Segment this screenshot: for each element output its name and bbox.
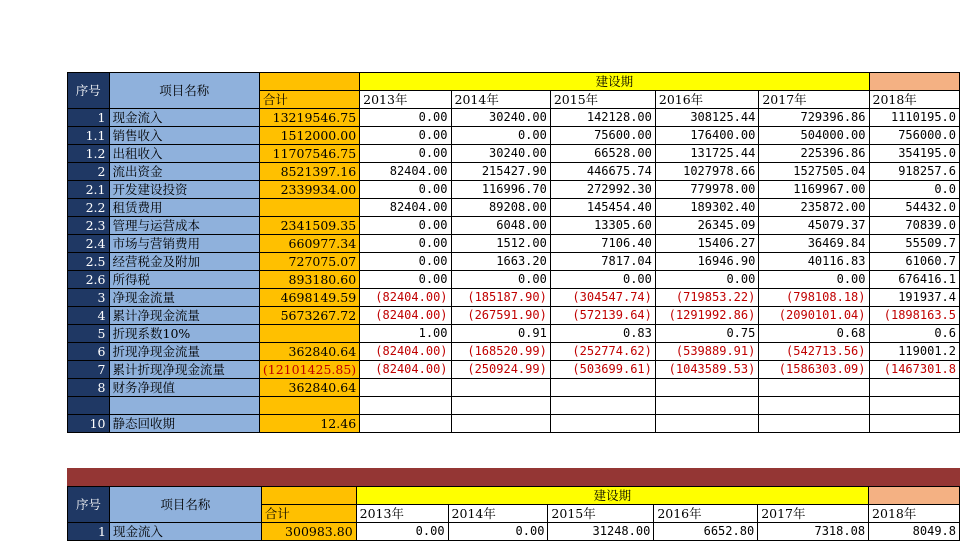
value-cell[interactable]: 7318.08 [758, 523, 869, 541]
value-cell[interactable]: 142128.00 [550, 109, 655, 127]
table-row [68, 109, 960, 127]
row-total-cell[interactable]: 660977.34 [259, 235, 359, 253]
value-cell[interactable]: 756000.0 [869, 127, 960, 145]
value-cell[interactable]: (572139.64) [550, 307, 655, 325]
value-cell[interactable]: (1043589.53) [655, 361, 758, 379]
row-number-cell[interactable]: 2.5 [68, 253, 110, 271]
value-cell[interactable]: 676416.1 [869, 271, 960, 289]
header-year[interactable]: 2015年 [550, 91, 655, 109]
row-number-cell[interactable]: 5 [68, 325, 110, 343]
value-cell[interactable]: 215427.90 [451, 163, 550, 181]
value-cell[interactable]: 0.00 [759, 271, 869, 289]
header-year[interactable]: 2013年 [360, 91, 451, 109]
value-cell[interactable]: 176400.00 [655, 127, 758, 145]
value-cell[interactable] [655, 397, 758, 415]
value-cell[interactable]: 235872.00 [759, 199, 869, 217]
value-cell[interactable]: 1663.20 [451, 253, 550, 271]
header-year[interactable]: 2016年 [655, 91, 758, 109]
value-cell[interactable]: (168520.99) [451, 343, 550, 361]
value-cell[interactable]: 13305.60 [550, 217, 655, 235]
header-total[interactable]: 合计 [259, 91, 359, 109]
row-name-cell[interactable]: 租赁费用 [109, 199, 259, 217]
table-row [68, 163, 960, 181]
row-name-cell[interactable] [109, 397, 259, 415]
value-cell[interactable]: 0.00 [550, 271, 655, 289]
row-number-cell[interactable]: 4 [68, 307, 110, 325]
value-cell[interactable] [869, 415, 960, 433]
row-total-cell[interactable]: 5673267.72 [259, 307, 359, 325]
value-cell[interactable]: (719853.22) [655, 289, 758, 307]
value-cell[interactable]: 7817.04 [550, 253, 655, 271]
value-cell[interactable]: (1586303.09) [759, 361, 869, 379]
header-year[interactable]: 2014年 [451, 91, 550, 109]
row-name-cell[interactable]: 管理与运营成本 [109, 217, 259, 235]
row-number-cell[interactable]: 2.3 [68, 217, 110, 235]
row-total-cell[interactable]: 2341509.35 [259, 217, 359, 235]
header-year[interactable]: 2018年 [869, 505, 960, 523]
value-cell[interactable] [869, 379, 960, 397]
row-number-cell[interactable]: 2 [68, 163, 110, 181]
value-cell[interactable]: 0.00 [360, 217, 451, 235]
value-cell[interactable]: (539889.91) [655, 343, 758, 361]
value-cell[interactable]: (252774.62) [550, 343, 655, 361]
value-cell[interactable]: 8049.8 [869, 523, 960, 541]
value-cell[interactable]: 272992.30 [550, 181, 655, 199]
row-number-cell[interactable] [68, 397, 110, 415]
value-cell[interactable]: 6652.80 [654, 523, 758, 541]
table-row [68, 253, 960, 271]
value-cell[interactable]: 1110195.0 [869, 109, 960, 127]
table-row [68, 181, 960, 199]
value-cell[interactable] [360, 397, 451, 415]
row-total-cell[interactable]: 893180.60 [259, 271, 359, 289]
value-cell[interactable] [360, 379, 451, 397]
value-cell[interactable]: 729396.86 [759, 109, 869, 127]
row-name-cell[interactable]: 现金流入 [109, 109, 259, 127]
value-cell[interactable] [360, 415, 451, 433]
value-cell[interactable]: 0.68 [759, 325, 869, 343]
header-year[interactable]: 2017年 [759, 91, 869, 109]
value-cell[interactable]: (1291992.86) [655, 307, 758, 325]
header-year[interactable]: 2017年 [758, 505, 869, 523]
value-cell[interactable]: 0.00 [360, 109, 451, 127]
value-cell[interactable]: 0.00 [360, 271, 451, 289]
value-cell[interactable] [550, 397, 655, 415]
table-row [68, 307, 960, 325]
value-cell[interactable]: 0.00 [360, 253, 451, 271]
row-total-cell[interactable]: (12101425.85) [259, 361, 359, 379]
value-cell[interactable]: 0.75 [655, 325, 758, 343]
header-no[interactable]: 序号 [68, 73, 110, 109]
value-cell[interactable] [759, 379, 869, 397]
header-construction-period[interactable]: 建设期 [356, 487, 868, 505]
header-year[interactable]: 2014年 [448, 505, 548, 523]
row-number-cell[interactable]: 7 [68, 361, 110, 379]
row-total-cell[interactable]: 362840.64 [259, 379, 359, 397]
table-row [68, 379, 960, 397]
table-row [68, 415, 960, 433]
row-name-cell[interactable]: 经营税金及附加 [109, 253, 259, 271]
value-cell[interactable]: 82404.00 [360, 163, 451, 181]
row-number-cell[interactable]: 2.6 [68, 271, 110, 289]
value-cell[interactable] [655, 379, 758, 397]
cash-flow-table-2 [67, 486, 960, 541]
row-name-cell[interactable]: 市场与营销费用 [109, 235, 259, 253]
row-name-cell[interactable]: 销售收入 [109, 127, 259, 145]
row-number-cell[interactable]: 6 [68, 343, 110, 361]
value-cell[interactable]: 131725.44 [655, 145, 758, 163]
row-total-cell[interactable] [259, 199, 359, 217]
table-row [68, 271, 960, 289]
value-cell[interactable] [759, 397, 869, 415]
row-total-cell[interactable]: 362840.64 [259, 343, 359, 361]
table-row [68, 145, 960, 163]
value-cell[interactable]: 1527505.04 [759, 163, 869, 181]
value-cell[interactable]: (1898163.5 [869, 307, 960, 325]
row-name-cell[interactable]: 静态回收期 [109, 415, 259, 433]
table-row [68, 325, 960, 343]
row-number-cell[interactable]: 1.1 [68, 127, 110, 145]
value-cell[interactable] [655, 415, 758, 433]
row-total-cell[interactable]: 13219546.75 [259, 109, 359, 127]
value-cell[interactable]: (1467301.8 [869, 361, 960, 379]
value-cell[interactable]: 0.00 [360, 181, 451, 199]
value-cell[interactable]: 0.6 [869, 325, 960, 343]
row-number-cell[interactable]: 3 [68, 289, 110, 307]
row-name-cell[interactable]: 累计折现净现金流量 [109, 361, 259, 379]
table-row [68, 127, 960, 145]
value-cell[interactable]: 26345.09 [655, 217, 758, 235]
value-cell[interactable]: 225396.86 [759, 145, 869, 163]
value-cell[interactable]: 15406.27 [655, 235, 758, 253]
header-item-name[interactable]: 项目名称 [109, 487, 261, 523]
header-total-top[interactable] [261, 487, 356, 505]
value-cell[interactable]: 0.91 [451, 325, 550, 343]
table-row [68, 397, 960, 415]
value-cell[interactable]: 61060.7 [869, 253, 960, 271]
row-name-cell[interactable]: 开发建设投资 [109, 181, 259, 199]
value-cell[interactable]: 40116.83 [759, 253, 869, 271]
row-number-cell[interactable]: 2.4 [68, 235, 110, 253]
row-total-cell[interactable]: 2339934.00 [259, 181, 359, 199]
value-cell[interactable]: (82404.00) [360, 343, 451, 361]
row-number-cell[interactable]: 2.1 [68, 181, 110, 199]
value-cell[interactable]: 45079.37 [759, 217, 869, 235]
value-cell[interactable]: (82404.00) [360, 289, 451, 307]
value-cell[interactable]: 89208.00 [451, 199, 550, 217]
header-operation-period[interactable] [869, 73, 960, 91]
value-cell[interactable]: 918257.6 [869, 163, 960, 181]
row-total-cell[interactable]: 727075.07 [259, 253, 359, 271]
value-cell[interactable]: 446675.74 [550, 163, 655, 181]
value-cell[interactable]: 189302.40 [655, 199, 758, 217]
row-total-cell[interactable]: 1512000.00 [259, 127, 359, 145]
row-total-cell[interactable]: 4698149.59 [259, 289, 359, 307]
header-no[interactable]: 序号 [68, 487, 110, 523]
value-cell[interactable]: 70839.0 [869, 217, 960, 235]
value-cell[interactable]: (503699.61) [550, 361, 655, 379]
value-cell[interactable]: (82404.00) [360, 361, 451, 379]
value-cell[interactable]: 0.0 [869, 181, 960, 199]
row-name-cell[interactable]: 累计净现金流量 [109, 307, 259, 325]
value-cell[interactable]: 145454.40 [550, 199, 655, 217]
value-cell[interactable]: (304547.74) [550, 289, 655, 307]
value-cell[interactable]: 0.83 [550, 325, 655, 343]
value-cell[interactable]: 191937.4 [869, 289, 960, 307]
value-cell[interactable]: 1169967.00 [759, 181, 869, 199]
value-cell[interactable]: 0.00 [655, 271, 758, 289]
value-cell[interactable] [759, 415, 869, 433]
value-cell[interactable]: 0.00 [451, 127, 550, 145]
row-name-cell[interactable]: 折现系数10% [109, 325, 259, 343]
header-year[interactable]: 2013年 [356, 505, 448, 523]
row-name-cell[interactable]: 折现净现金流量 [109, 343, 259, 361]
row-name-cell[interactable]: 出租收入 [109, 145, 259, 163]
header-year[interactable]: 2018年 [869, 91, 960, 109]
table-row [68, 343, 960, 361]
value-cell[interactable]: 55509.7 [869, 235, 960, 253]
header-total-top[interactable] [259, 73, 359, 91]
row-name-cell[interactable]: 财务净现值 [109, 379, 259, 397]
value-cell[interactable]: 36469.84 [759, 235, 869, 253]
row-name-cell[interactable]: 净现金流量 [109, 289, 259, 307]
header-operation-period[interactable] [869, 487, 960, 505]
row-number-cell[interactable]: 1 [68, 523, 110, 541]
value-cell[interactable] [869, 397, 960, 415]
value-cell[interactable]: 779978.00 [655, 181, 758, 199]
value-cell[interactable]: 16946.90 [655, 253, 758, 271]
value-cell[interactable]: 504000.00 [759, 127, 869, 145]
table-row [68, 523, 960, 541]
row-total-cell[interactable]: 8521397.16 [259, 163, 359, 181]
row-total-cell[interactable]: 12.46 [259, 415, 359, 433]
table-row [68, 289, 960, 307]
row-total-cell[interactable] [259, 397, 359, 415]
value-cell[interactable]: (250924.99) [451, 361, 550, 379]
row-name-cell[interactable]: 流出资金 [109, 163, 259, 181]
row-number-cell[interactable]: 8 [68, 379, 110, 397]
section-divider-band [67, 468, 960, 486]
value-cell[interactable]: 119001.2 [869, 343, 960, 361]
value-cell[interactable]: 31248.00 [548, 523, 654, 541]
value-cell[interactable] [550, 379, 655, 397]
header-year[interactable]: 2015年 [548, 505, 654, 523]
cash-flow-table [67, 72, 960, 433]
value-cell[interactable]: (798108.18) [759, 289, 869, 307]
value-cell[interactable]: 30240.00 [451, 109, 550, 127]
value-cell[interactable]: 66528.00 [550, 145, 655, 163]
row-number-cell[interactable]: 1 [68, 109, 110, 127]
value-cell[interactable]: (542713.56) [759, 343, 869, 361]
value-cell[interactable] [451, 397, 550, 415]
value-cell[interactable] [451, 379, 550, 397]
value-cell[interactable]: (2090101.04) [759, 307, 869, 325]
row-total-cell[interactable] [259, 325, 359, 343]
value-cell[interactable] [550, 415, 655, 433]
header-construction-period[interactable]: 建设期 [360, 73, 869, 91]
row-name-cell[interactable]: 所得税 [109, 271, 259, 289]
value-cell[interactable]: 354195.0 [869, 145, 960, 163]
value-cell[interactable]: 7106.40 [550, 235, 655, 253]
value-cell[interactable]: 54432.0 [869, 199, 960, 217]
value-cell[interactable]: 308125.44 [655, 109, 758, 127]
value-cell[interactable]: 1027978.66 [655, 163, 758, 181]
row-number-cell[interactable]: 2.2 [68, 199, 110, 217]
value-cell[interactable]: (267591.90) [451, 307, 550, 325]
value-cell[interactable]: (82404.00) [360, 307, 451, 325]
row-name-cell[interactable]: 现金流入 [109, 523, 261, 541]
row-number-cell[interactable]: 1.2 [68, 145, 110, 163]
value-cell[interactable]: 82404.00 [360, 199, 451, 217]
value-cell[interactable]: 0.00 [360, 235, 451, 253]
value-cell[interactable]: 0.00 [356, 523, 448, 541]
value-cell[interactable]: 75600.00 [550, 127, 655, 145]
value-cell[interactable]: 1512.00 [451, 235, 550, 253]
table-row [68, 235, 960, 253]
row-total-cell[interactable]: 11707546.75 [259, 145, 359, 163]
header-year[interactable]: 2016年 [654, 505, 758, 523]
value-cell[interactable]: 6048.00 [451, 217, 550, 235]
row-number-cell[interactable]: 10 [68, 415, 110, 433]
value-cell[interactable]: 0.00 [360, 127, 451, 145]
value-cell[interactable]: 1.00 [360, 325, 451, 343]
value-cell[interactable]: 116996.70 [451, 181, 550, 199]
value-cell[interactable] [451, 415, 550, 433]
table-row [68, 217, 960, 235]
value-cell[interactable]: 30240.00 [451, 145, 550, 163]
value-cell[interactable]: 0.00 [451, 271, 550, 289]
table-row [68, 361, 960, 379]
header-item-name[interactable]: 项目名称 [109, 73, 259, 109]
value-cell[interactable]: 0.00 [360, 145, 451, 163]
header-total[interactable]: 合计 [261, 505, 356, 523]
value-cell[interactable]: (185187.90) [451, 289, 550, 307]
value-cell[interactable]: 0.00 [448, 523, 548, 541]
row-total-cell[interactable]: 300983.80 [261, 523, 356, 541]
table-row [68, 199, 960, 217]
